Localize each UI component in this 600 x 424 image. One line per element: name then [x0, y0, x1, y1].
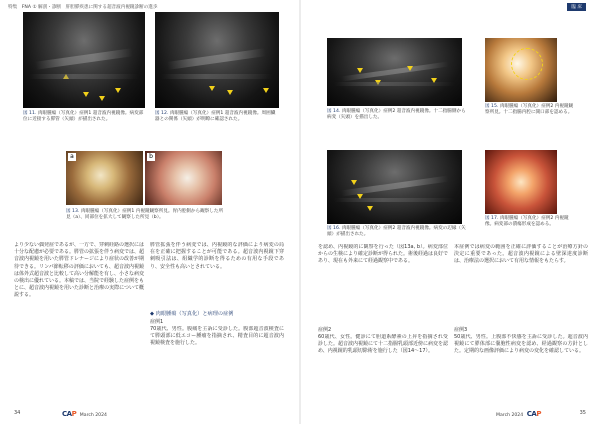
figure-13-caption: 図 13. 肉眼腫瘍（写真化）症例1 内視鏡観察所見。胃内腔側から観察した所見（a）、同部位を拡大して観察した所見（b）。: [66, 209, 224, 220]
arrowhead-marker: [83, 92, 89, 97]
case-label-2: 症例2: [318, 327, 332, 333]
arrowhead-marker: [115, 88, 121, 93]
running-header-left: 特集 FNA ① 解剖・診断 肝胆膵疾患に関する超音波内視鏡診断の進歩: [8, 5, 158, 10]
section-heading: ◆ 肉眼腫瘍（写真化）と病理の症例: [150, 311, 234, 317]
case-label-1: 症例1: [150, 319, 164, 325]
figure-11-ultrasound: [23, 12, 145, 108]
figure-15-endoscopy: [485, 38, 557, 102]
arrowhead-marker: [431, 78, 437, 83]
figure-11-caption: 図 11. 肉眼腫瘍（写真化）症例1 超音波内視鏡像。病変部位に近接する膵管（矢頭）が描出された。: [23, 111, 144, 122]
arrowhead-marker: [367, 206, 373, 211]
arrowhead-marker: [263, 88, 269, 93]
arrowhead-marker: [357, 194, 363, 199]
region-circle: [511, 48, 543, 80]
body-column-3b: 60歳代、女性。健診にて胆道系酵素の上昇を指摘され受診した。超音波内視鏡にて十二指腸乳頭部近傍に病変を認め、内視鏡的乳頭切除術を施行した（図14〜17）。: [318, 334, 448, 355]
figure-15-caption: 図 15. 肉眼腫瘍（写真化）症例2 内視鏡観察所見。十二指腸内腔に開口部を認める。: [485, 104, 574, 115]
figure-14-caption: 図 14. 肉眼腫瘍（写真化）症例2 超音波内視鏡像。十二指腸側から病変（矢頭）を描出した。: [327, 109, 466, 120]
section-tab: 臨 床: [567, 3, 586, 11]
panel-label-a: a: [68, 153, 76, 161]
page-number-right: 35: [579, 410, 586, 416]
arrowhead-marker: [99, 96, 105, 101]
figure-17-endoscopy: [485, 150, 557, 214]
page-number-left: 34: [14, 410, 21, 416]
body-column-2b: 70歳代、男性。腹痛を主訴に受診した。腹部超音波検査にて膵頭部に低エコー腫瘤を指摘され、精査目的に超音波内視鏡検査を施行した。: [150, 326, 284, 347]
figure-13b-endoscopy: [145, 151, 222, 205]
arrowhead-marker: [407, 66, 413, 71]
figure-16-caption: 図 16. 肉眼腫瘍（写真化）症例2 超音波内視鏡像。病変の辺縁（矢頭）が描出された。: [327, 226, 466, 237]
figure-16-ultrasound: [327, 150, 462, 224]
body-column-2: 膵管拡張を伴う病変では、内視鏡的な評価により病変の局在を正確に把握することが可能である。超音波内視鏡下穿刺吸引法は、組織学的診断を得るための有用な手段であり、安全性も高いとされている。: [150, 242, 284, 270]
body-column-1: より少ない偶発症であるが、一方で、穿刺経路の選択には十分な配慮が必要である。膵管の拡張を伴う病変では、超音波内視鏡を用いた膵管ドレナージにより症状の改善が期待できる。リンパ節転移の評価においても、超音波内視鏡は体外式超音波と比較して高い分解能を有し、小さな病変の検出に優れている。本稿では、当院で経験した症例をもとに、超音波内視鏡を用いた診断と治療の実際について概説する。: [14, 242, 144, 299]
journal-logo-left: CAP March 2024: [62, 410, 107, 418]
page-gutter: [299, 0, 301, 424]
figure-12-caption: 図 12. 肉眼腫瘍（写真化）症例1 超音波内視鏡像。周囲臓器との関係（矢頭）が明瞭に確認された。: [155, 111, 276, 122]
body-column-4b: 50歳代、男性。上腹部不快感を主訴に受診した。超音波内視鏡にて膵体部に嚢胞性病変を認め、経過観察の方針とした。定期的な画像評価により病変の変化を確認している。: [454, 334, 588, 355]
figure-14-ultrasound: [327, 38, 462, 106]
arrowhead-marker: [351, 180, 357, 185]
arrowhead-marker: [357, 68, 363, 73]
panel-label-b: b: [147, 153, 155, 161]
body-column-3: を認め、内視鏡的に観察を行った（図13a, b）。病変部位からの生検により確定診断が得られた。術後経過は良好であり、現在も外来にて経過観察中である。: [318, 244, 448, 265]
body-column-4: 本症例では病変の範囲を正確に評価することが治療方針の決定に重要であった。超音波内視鏡による壁深達度診断は、治療法の選択において有用な情報をもたらす。: [454, 244, 588, 265]
figure-13a-endoscopy: [66, 151, 143, 205]
case-label-3: 症例3: [454, 327, 468, 333]
figure-17-caption: 図 17. 肉眼腫瘍（写真化）症例2 内視鏡像。病変部の潰瘍形成を認める。: [485, 216, 569, 227]
journal-logo-right: March 2024 CAP: [496, 410, 541, 418]
arrowhead-marker: [375, 80, 381, 85]
arrowhead-marker: [63, 74, 69, 79]
arrowhead-marker: [227, 90, 233, 95]
figure-12-ultrasound: [155, 12, 279, 108]
arrowhead-marker: [209, 86, 215, 91]
